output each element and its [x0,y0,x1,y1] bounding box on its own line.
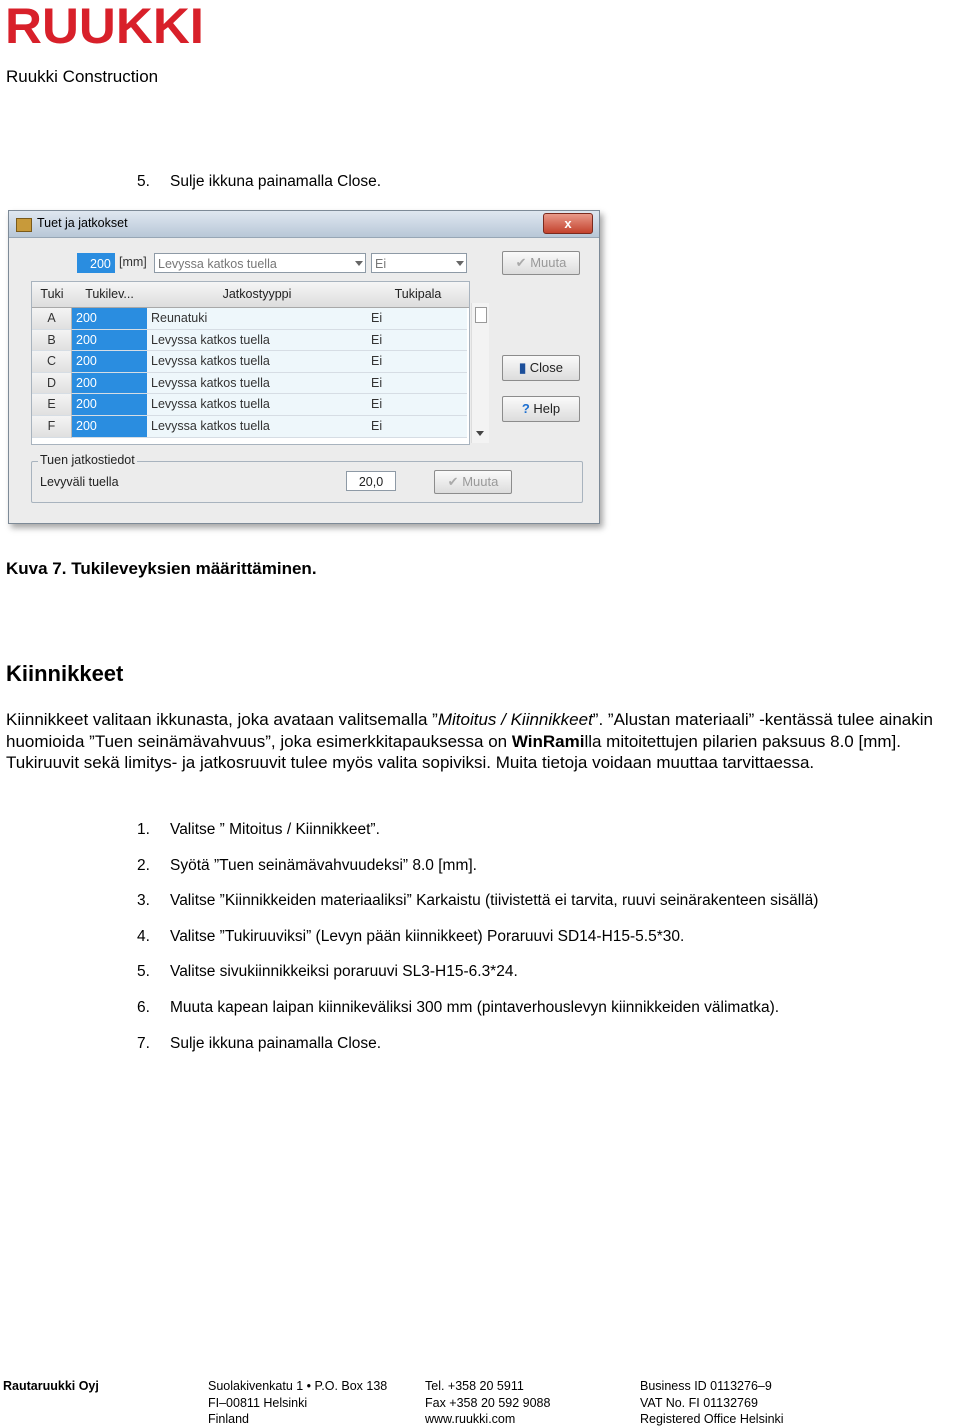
row-id: F [32,416,72,438]
row-type[interactable]: Levyssa katkos tuella [147,373,367,395]
width-input[interactable]: 200 [77,253,115,273]
step-text: Sulje ikkuna painamalla Close. [170,1035,382,1052]
footer-line: Business ID 0113276–9 [640,1379,772,1393]
step-text: Valitse ”Kiinnikkeiden materiaaliksi” Karkaistu (tiivistettä ei tarvita, ruuvi seinärakenteen sisällä) [170,892,819,909]
col-header-jatkostyyppi[interactable]: Jatkostyyppi [147,282,368,308]
unit-label: [mm] [119,255,147,269]
footer-line: Registered Office Helsinki [640,1412,784,1426]
body-paragraph [6,709,960,774]
footer-line: Fax +358 20 592 9088 [425,1395,551,1410]
footer-line: Tel. +358 20 5911 [425,1379,524,1393]
footer-line: Finland [208,1412,249,1426]
row-width[interactable]: 200 [72,416,147,438]
col-header-tukipala[interactable]: Tukipala [367,282,469,308]
dialog-title: Tuet ja jatkokset [37,216,128,230]
step-number: 5. [137,173,150,190]
row-pala[interactable]: Ei [367,373,467,395]
footer-registration [640,1378,784,1428]
gap-input[interactable]: 20,0 [346,471,396,491]
table-row[interactable] [32,394,469,416]
table-row[interactable] [32,373,469,395]
step-text: Valitse ”Tukiruuviksi” (Levyn pään kiinnikkeet) Poraruuvi SD14-H15-5.5*30. [170,928,685,945]
row-width[interactable]: 200 [72,330,147,352]
row-width[interactable]: 200 [72,308,147,330]
group-title: Tuen jatkostiedot [40,453,135,467]
muuta-button[interactable] [502,251,580,275]
row-id: D [32,373,72,395]
row-width[interactable]: 200 [72,351,147,373]
step-number: 6. [137,999,150,1016]
step-number: 2. [137,857,150,874]
col-header-tuki[interactable]: Tuki [32,282,73,308]
muuta-label: Muuta [530,255,567,270]
check-icon: ✔ [515,255,527,270]
row-type[interactable]: Levyssa katkos tuella [147,416,367,438]
step-text: Muuta kapean laipan kiinnikeväliksi 300 mm (pintaverhouslevyn kiinnikkeiden välimatka). [170,999,780,1016]
step-text: Valitse sivukiinnikkeiksi poraruuvi SL3-H15-6.3*24. [170,963,518,980]
table-row[interactable] [32,416,469,438]
row-id: A [32,308,72,330]
footer-line: FI–00811 Helsinki [208,1395,308,1410]
ruukki-logo [5,3,205,46]
gap-label: Levyväli tuella [40,475,119,489]
gap-muuta-label: Muuta [462,474,499,489]
supports-dialog [8,210,600,524]
logo-text: RUUKKI [5,3,204,46]
row-id: B [32,330,72,352]
row-type[interactable]: Reunatuki [147,308,367,330]
menu-path: Mitoitus / Kiinnikkeet [437,710,593,729]
row-pala[interactable]: Ei [367,308,467,330]
row-id: C [32,351,72,373]
para-text: lla mitoitettujen pilarien paksuus 8.0 [mm]. Tukiruuvit sekä limitys- ja jatkosruuvit tulee myös valita sopiviksi. Muita tietoja voidaan muuttaa tarvittaessa. [6,731,901,772]
tukipala-select[interactable] [371,253,467,273]
step-number: 1. [137,821,150,838]
table-row[interactable] [32,351,469,373]
dialog-titlebar [9,211,599,238]
step-number: 5. [137,963,150,980]
footer-line: VAT No. FI 01132769 [640,1395,758,1410]
check-icon: ✔ [447,474,459,489]
step-text: Valitse ” Mitoitus / Kiinnikkeet”. [170,821,380,838]
row-pala[interactable]: Ei [367,416,467,438]
figure-caption: Kuva 7. Tukileveyksien määrittäminen. [6,559,317,578]
row-id: E [32,394,72,416]
scroll-thumb[interactable] [475,307,487,323]
footer-company: Rautaruukki Oyj [3,1379,99,1393]
software-name: WinRami [511,731,585,751]
footer-contact [425,1378,550,1428]
para-text: Kiinnikkeet valitaan ikkunasta, joka avataan valitsemalla ” [6,710,438,729]
joint-info-group [31,453,583,503]
door-icon: ▮ [518,360,527,375]
footer-line[interactable]: www.ruukki.com [425,1412,516,1426]
row-width[interactable]: 200 [72,394,147,416]
help-label: Help [533,401,561,416]
table-row[interactable] [32,308,469,330]
table-row[interactable] [32,330,469,352]
window-icon [16,218,32,232]
step-number: 3. [137,892,150,909]
table-scrollbar[interactable] [471,303,489,443]
close-button[interactable] [502,355,580,381]
type-select-value: Levyssa katkos tuella [158,257,277,271]
question-icon: ? [521,401,530,416]
close-label: Close [529,360,564,375]
tukipala-select-value: Ei [375,257,387,271]
row-type[interactable]: Levyssa katkos tuella [147,394,367,416]
row-pala[interactable]: Ei [367,330,467,352]
footer-line: Suolakivenkatu 1 • P.O. Box 138 [208,1379,388,1393]
scroll-down-icon[interactable] [476,431,484,436]
section-heading: Kiinnikkeet [6,661,124,686]
gap-muuta-button[interactable] [434,470,512,494]
close-window-button[interactable]: x [543,213,593,234]
row-type[interactable]: Levyssa katkos tuella [147,330,367,352]
row-type[interactable]: Levyssa katkos tuella [147,351,367,373]
row-width[interactable]: 200 [72,373,147,395]
chevron-down-icon [355,261,363,266]
step-text: Syötä ”Tuen seinämävahvuudeksi” 8.0 [mm]. [170,857,477,874]
para-text: ”. ”Alustan materiaali” -kentässä tulee ainakin huomioida ”Tuen seinämävahvuus”, joka esimerkkitapauksessa on [6,710,933,751]
company-name: Ruukki Construction [6,67,159,86]
row-pala[interactable]: Ei [367,394,467,416]
type-select[interactable] [154,253,366,273]
row-pala[interactable]: Ei [367,351,467,373]
supports-table [31,281,470,445]
step-number: 4. [137,928,150,945]
chevron-down-icon [456,261,464,266]
footer-address [208,1378,387,1428]
step-number: 7. [137,1035,150,1052]
col-header-tukilev[interactable]: Tukilev... [72,282,148,308]
help-button[interactable] [502,396,580,422]
step-text: Sulje ikkuna painamalla Close. [170,173,382,190]
